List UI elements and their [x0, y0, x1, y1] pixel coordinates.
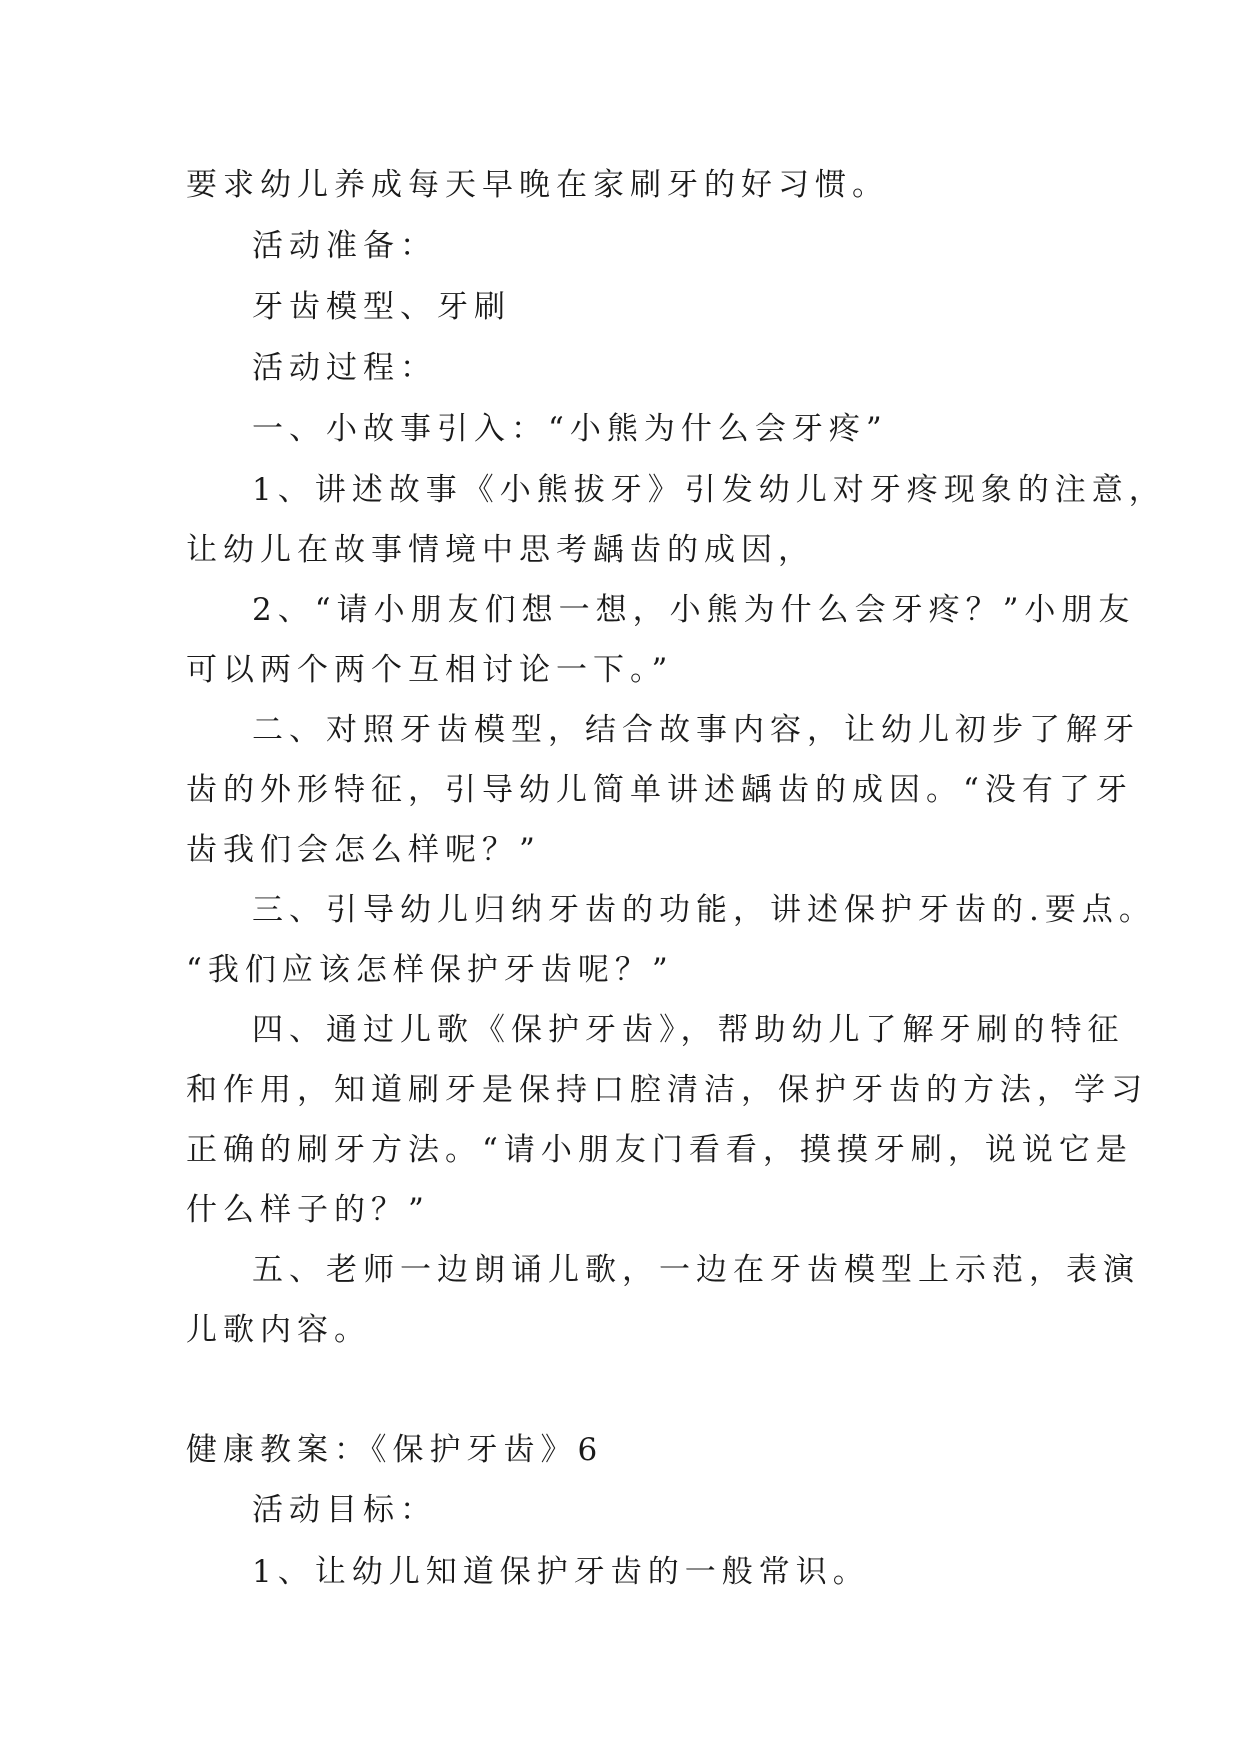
paragraph-line: 二、对照牙齿模型，结合故事内容，让幼儿初步了解牙 — [252, 712, 1140, 748]
paragraph-line: 三、引导幼儿归纳牙齿的功能，讲述保护牙齿的.要点。 — [252, 892, 1156, 928]
paragraph-line: 要求幼儿养成每天早晚在家刷牙的好习惯。 — [186, 167, 889, 203]
paragraph-line: 和作用，知道刷牙是保持口腔清洁，保护牙齿的方法，学习 — [186, 1072, 1148, 1108]
paragraph-line: 儿歌内容。 — [186, 1312, 371, 1348]
paragraph-line: 一、小故事引入：“小熊为什么会牙疼” — [252, 411, 888, 447]
paragraph-line: 让幼儿在故事情境中思考龋齿的成因， — [186, 532, 815, 568]
paragraph-line: 齿我们会怎么样呢？” — [186, 832, 541, 868]
section-heading: 活动目标： — [252, 1492, 437, 1528]
paragraph-line: 2、“请小朋友们想一想，小熊为什么会牙疼？”小朋友 — [252, 592, 1136, 628]
paragraph-line: “我们应该怎样保护牙齿呢？” — [186, 952, 674, 988]
paragraph-line: 正确的刷牙方法。“请小朋友门看看，摸摸牙刷，说说它是 — [186, 1132, 1133, 1168]
paragraph-line: 五、老师一边朗诵儿歌，一边在牙齿模型上示范，表演 — [252, 1252, 1140, 1288]
paragraph-line: 可以两个两个互相讨论一下。” — [186, 652, 674, 688]
paragraph-line: 1、让幼儿知道保护牙齿的一般常识。 — [252, 1554, 870, 1590]
paragraph-line: 1、讲述故事《小熊拔牙》引发幼儿对牙疼现象的注意， — [252, 472, 1166, 508]
document-title: 健康教案：《保护牙齿》6 — [186, 1432, 604, 1468]
paragraph-line: 齿的外形特征，引导幼儿简单讲述龋齿的成因。“没有了牙 — [186, 772, 1133, 808]
paragraph-line: 什么样子的？” — [186, 1192, 430, 1228]
paragraph-line: 牙齿模型、牙刷 — [252, 289, 511, 325]
paragraph-line: 四、通过儿歌《保护牙齿》，帮助幼儿了解牙刷的特征 — [252, 1012, 1125, 1048]
section-heading: 活动过程： — [252, 350, 437, 386]
section-heading: 活动准备： — [252, 228, 437, 264]
